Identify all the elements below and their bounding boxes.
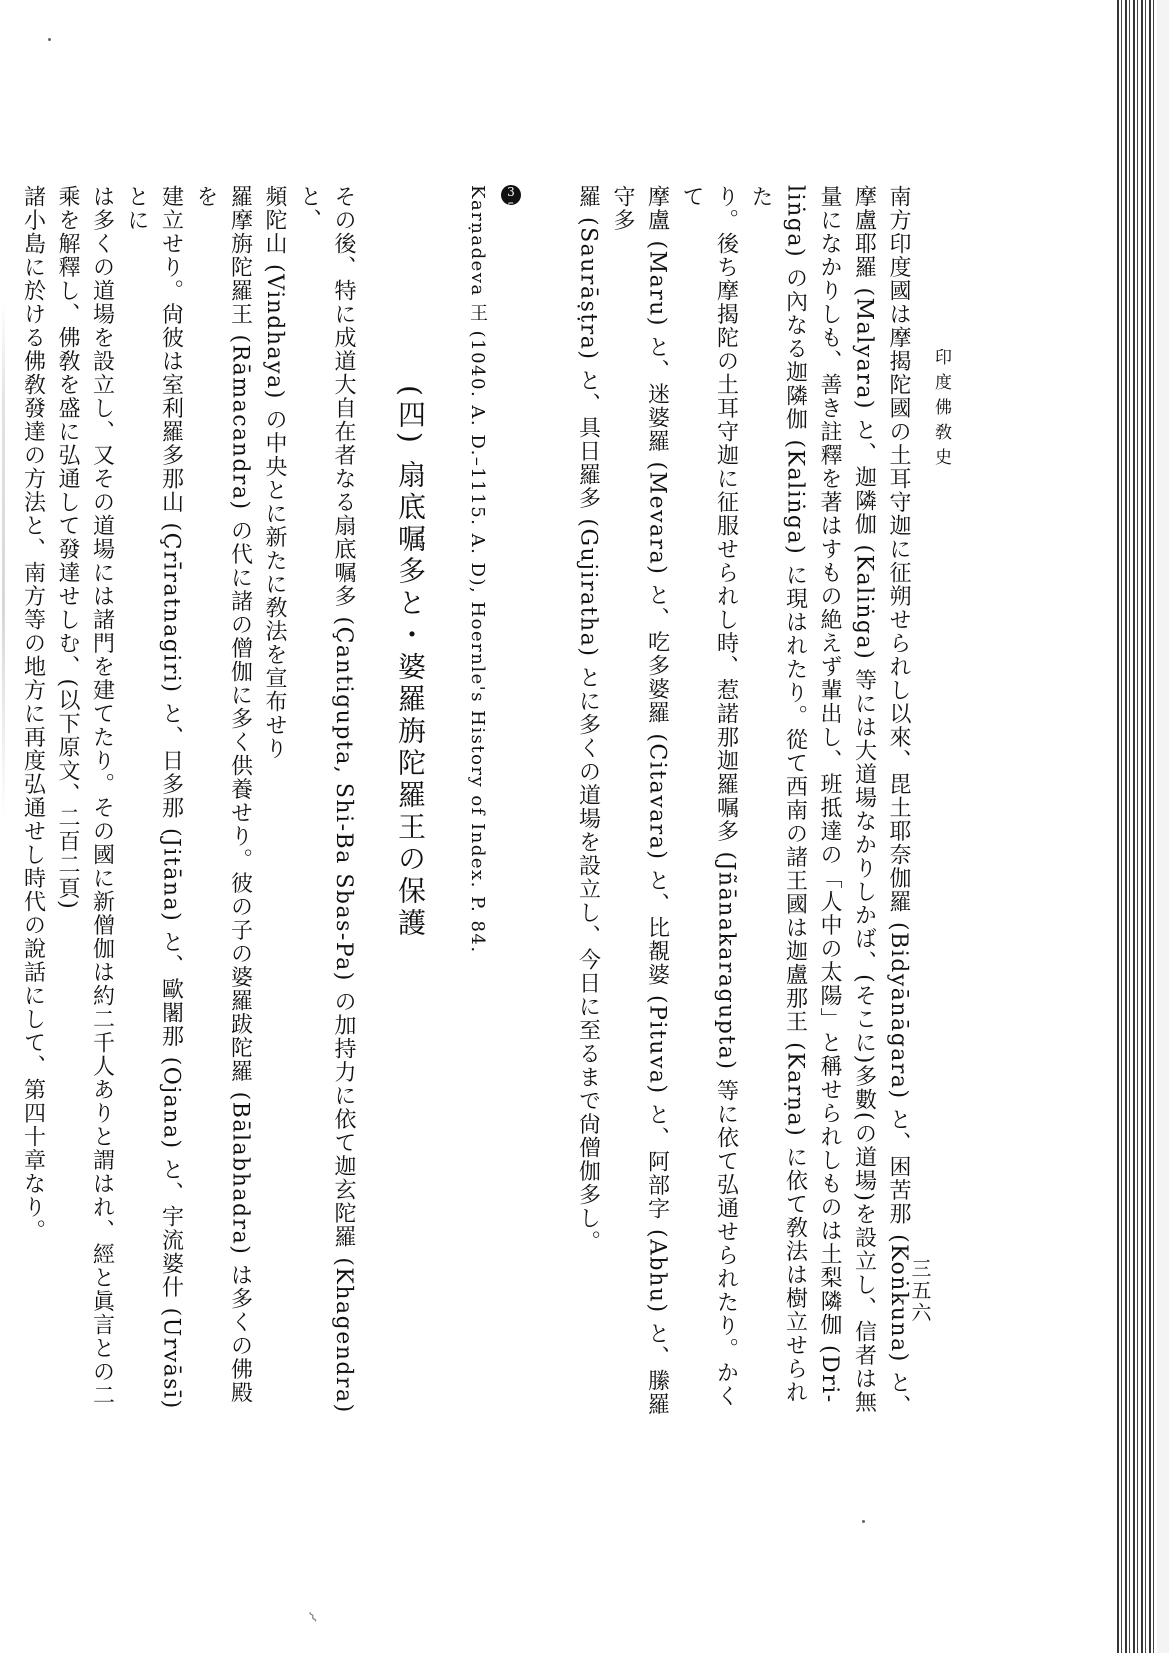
footnote-marker: 35 xyxy=(501,185,521,205)
page-right-margin xyxy=(1157,0,1169,1653)
section-heading: (四) 扇底嘱多と・婆羅旃陀羅王の保護 xyxy=(394,385,427,940)
book-binding-edge xyxy=(1117,0,1157,1653)
scan-speck xyxy=(48,38,51,41)
scan-mark: ⌇ xyxy=(306,1609,321,1627)
footnote xyxy=(460,185,562,1425)
scan-edge-shadow xyxy=(2,300,5,820)
scan-speck xyxy=(862,1520,865,1523)
paragraph-south-india: 南方印度國は摩揭陀國の土耳守迦に征朔せられし以來、毘土耶奈伽羅 (Bidyānāgara) と、困苦那 (Koṅkuna) と、 摩盧耶羅 (Malyara) と、迦隣伽 (Kaliṅga) 等には大道場なかりしかば、(そこに)多數(の道場)を設立し、信者は無 量になかりしも、善き註釋を著はすもの絶えず輩出し、班抵達の「人中の太陽」と稱せられしものは土梨隣伽 (Dri- liṅga) の內なる迦隣伽 (Kaliṅga) に現はれたり。從て西南の諸王國は迦盧那王 (Karṇa) に依て敎法は樹立せられた り。後ち摩揭陀の土耳守迦に征服せられし時、惹諾那迦羅嘱多 (Jñānakaragupta) 等に依て弘通せられたり。かくて 摩盧 (Maru) と、迷婆羅 (Mevara) と、吃多婆羅 (Citavara) と、比覩婆 (Pituva) と、阿部字 (Abhu) と、縢羅守多 羅 (Saurāṣṭra) と、具日羅多 (Gujiratha) とに多くの道場を設立し、今日に至るまで尙僧伽多し。 xyxy=(575,185,911,1419)
vertical-text-body xyxy=(20,185,915,1425)
page-number: 三五六 xyxy=(908,1258,932,1324)
paragraph-cantigupta: その後、特に成道大自在者なる扇底嘱多 (Çantigupta, Shi-Ba Sbas-Pa) の加持力に依て迦玄陀羅 (Khagendra) と、 頻陀山 (Vindhaya) の中央とに新たに敎法を宣布せり 羅摩旃陀羅王 (Rāmacandra) の代に諸の僧伽に多く供養せり。彼の子の婆羅跋陀羅 (Bālabhadra) は多くの佛殿を 建立せり。尙彼は室利羅多那山 (Çrīratnagiri) と、日多那 (Jitāna) と、歐闍那 (Ojana) と、宇流婆什 (Urvāsī) とに は多くの道場を設立し、又その道場には諸門を建てたり。その國に新僧伽は約二千人ありと謂はれ、經と眞言との二 乘を解釋し、佛敎を盛に弘通して發達せしむ、(以下原文、二百二頁) 諸小島に於ける佛敎發達の方法と、南方等の地方に再度弘通せし時代の說話にして、第四十章なり。 xyxy=(20,185,356,1414)
footnote-text: Karṇadeva 王 (1040. A. D.–1115. A. D), Hoernle's History of Index. P. 84. xyxy=(467,185,488,954)
running-title: 印度佛敎史 xyxy=(931,348,951,473)
